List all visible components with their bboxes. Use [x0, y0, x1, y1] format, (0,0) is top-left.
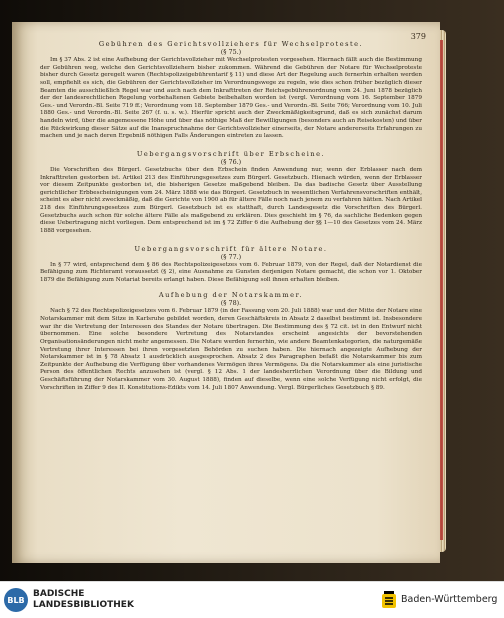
section-heading: Uebergangsvorschrift über Erbscheine.: [136, 149, 326, 158]
blb-logo[interactable]: BLB: [4, 588, 28, 612]
section-text: Nach § 72 des Rechtspolizeigesetzes vom 6. Februar 1879 (in der Fassung vom 20. Juli 1888) war und der Mitte der Notare eine Notarskammer mit dem Sitze in Karlsruhe gebildet worden, deren Geschäftskreis in Absatz 2 daselbst bestimmt ist. Insbesondere war ihr die Vertretung der Interessen des Standes der Notare übertragen. Die Bestimmung des § 72 cit. ist in den Entwurf nicht übernommen. Eine solche besondere Vertretung des Notarstandes erscheint angesichts der bevorstehenden Organisationsänderungen nicht mehr angemessen. Die Notare werden fernerhin, wie andere Beamtenkategorien, die naturgemäße Vertretung ihrer Interessen bei ihren vorgesetzten Behörden zu suchen haben. Die hiernach angezeigte Aufhebung der Notarskammer ist in § 78 Absatz 1 ausdrücklich ausgesprochen. Absatz 2 des Paragraphen befaßt die Notarskammer bis zum Zeitpunkte der Aufhebung die Verfügung über vorhandenes Vermögen ihres Vermögens. Da die Notarskammer als eine juristische Person des öffentlichen Rechts anzusehen ist (vergl. § 12 Abs. 1 der landesherrlichen Verordnung über die Bildung und Geschäftsführung der Notarskammer vom 30. August 1888), finden auf dieselbe, wenn eine solche Verfügung nicht erfolgt, die Vorschriften in Ziffer 9 des II. Konstitutions-Edikts vom 14. Juli 1807 Anwendung. Vergl. Bürgerliches Gesetzbuch § 89.: [40, 308, 422, 391]
library-name-line2: LANDESBIBLIOTHEK: [33, 600, 134, 610]
section-heading: Gebühren des Gerichtsvollziehers für Wechselproteste.: [98, 40, 364, 48]
section-number: (§ 77.): [220, 252, 242, 261]
book-edge: [440, 40, 443, 540]
section-text: Die Vorschriften des Bürgerl. Gesetzbuchs über den Erbschein finden Anwendung nur, wenn der Erblasser nach dem Inkrafttreten gestorben ist. Artikel 213 des Einführungsgesetzes zum Bürgerl. Gesetzbuch. Hienach würden, wenn der Erblasser vor diesem Zeitpunkte gestorben ist, die bisherigen Gesetze maßgebend bleiben. Da das badische Gesetz über Ausstellung gerichtlicher Erbbescheinigungen vom 24. März 1888 wie das Bürgerl. Gesetzbuch in wesentlichen Verfahrensvorschriften enthält, scheint es aber nicht zweckmäßig, daß die Gerichte von 1900 ab für ältere Fälle noch nach jenem zu verfahren hätten. Nach Artikel 218 des Einführungsgesetzes zum Bürgerl. Gesetzbuch ist es statthaft, durch Landesgesetz die Vorschriften des Bürgerl. Gesetzbuchs auch schon für solche ältere Fälle als maßgebend zu erklären. Dies geschieht im § 76, da sachliche Bedenken gegen diese Uebertragung nicht vorliegen. Dem entsprechend ist im § 72 Ziffer 6 die Aufhebung der §§ 1—10 des Gesetzes vom 24. März 1888 vorgesehen.: [40, 166, 422, 234]
library-name[interactable]: [33, 589, 134, 611]
section-number: (§ 75.): [220, 48, 242, 56]
coat-of-arms-icon: [381, 591, 397, 609]
section-heading: Uebergangsvorschrift für ältere Notare.: [134, 244, 328, 253]
section-heading: Aufhebung der Notarskammer.: [158, 291, 304, 300]
book-page: [12, 22, 440, 563]
page-content: [40, 40, 422, 392]
page-number: 379: [410, 32, 426, 41]
section-text: In § 77 wird, entsprechend dem § 86 des Rechtspolizeigesetzes vom 6. Februar 1879, von der Regel, daß der Notardienst die Befähigung zum Richteramt voraussetzt (§ 2), eine Ausnahme zu Gunsten derjenigen Notare gemacht, die schon vor 1. Oktober 1879 die Befähigung zum Notariat bereits erlangt haben. Diese Befähigung soll ihnen erhalten bleiben.: [40, 261, 422, 283]
library-footer: [0, 581, 504, 618]
section-text: Im § 37 Abs. 2 ist eine Aufhebung der Gerichtsvollzieher mit Wechselprotesten vorgesehen. Hiernach fällt auch die Bestimmung der Gebühren weg, welche den Gerichtsvollziehern bisher zukommen. Während die Gebühren der Notare für Wechselproteste bisher durch Gesetz geregelt waren (Rechtspolizeigebührentarif § 11) und diese Art der Regelung auch fernerhin erhalten werden soll, empfiehlt es sich, die Gebühren der Gerichtsvollzieher im Verordnungswege zu regeln, wie dies schon früher bezüglich dieser Beamten die ausschließlich Regel war und auch nach dem Inkrafttreten der Reichsgebührenordnung vom 24. Juni 1878 bezüglich der der landesrechtlichen Regelung vorbehaltenen Gebiete beibehalten worden ist (vergl. Verordnung vom 16. September 1879 Ges.- und Verordn.-Bl. Seite 719 ff.; Verordnung vom 18. September 1879 Ges.- und Verordn.-Bl. Seite 766; Verordnung vom 10. Juli 1880 Ges.- und Verordn.-Bl. Seite 267 (f. u. s. w.). Hierfür spricht auch der Zweckmäßigkeitsgrund, daß es sich zunächst darum handeln wird, über die angemessene Höhe und über das nöthige Maß der Bewilligungen (besonders auch an Reisekosten) und über die Rückwirkung dieser Sätze auf die Inanspruchnahme der Gerichtsvollzieher einerseits, der Notare andererseits Erfahrungen zu machen und je nach deren Ergebniß nöthigen Falls Änderungen eintreten zu lassen.: [40, 57, 422, 140]
section-number: (§ 78).: [220, 299, 242, 308]
library-name-line1: BADISCHE: [33, 589, 85, 599]
section-number: (§ 76.): [220, 157, 242, 166]
state-name[interactable]: Baden-Württemberg: [401, 594, 498, 605]
